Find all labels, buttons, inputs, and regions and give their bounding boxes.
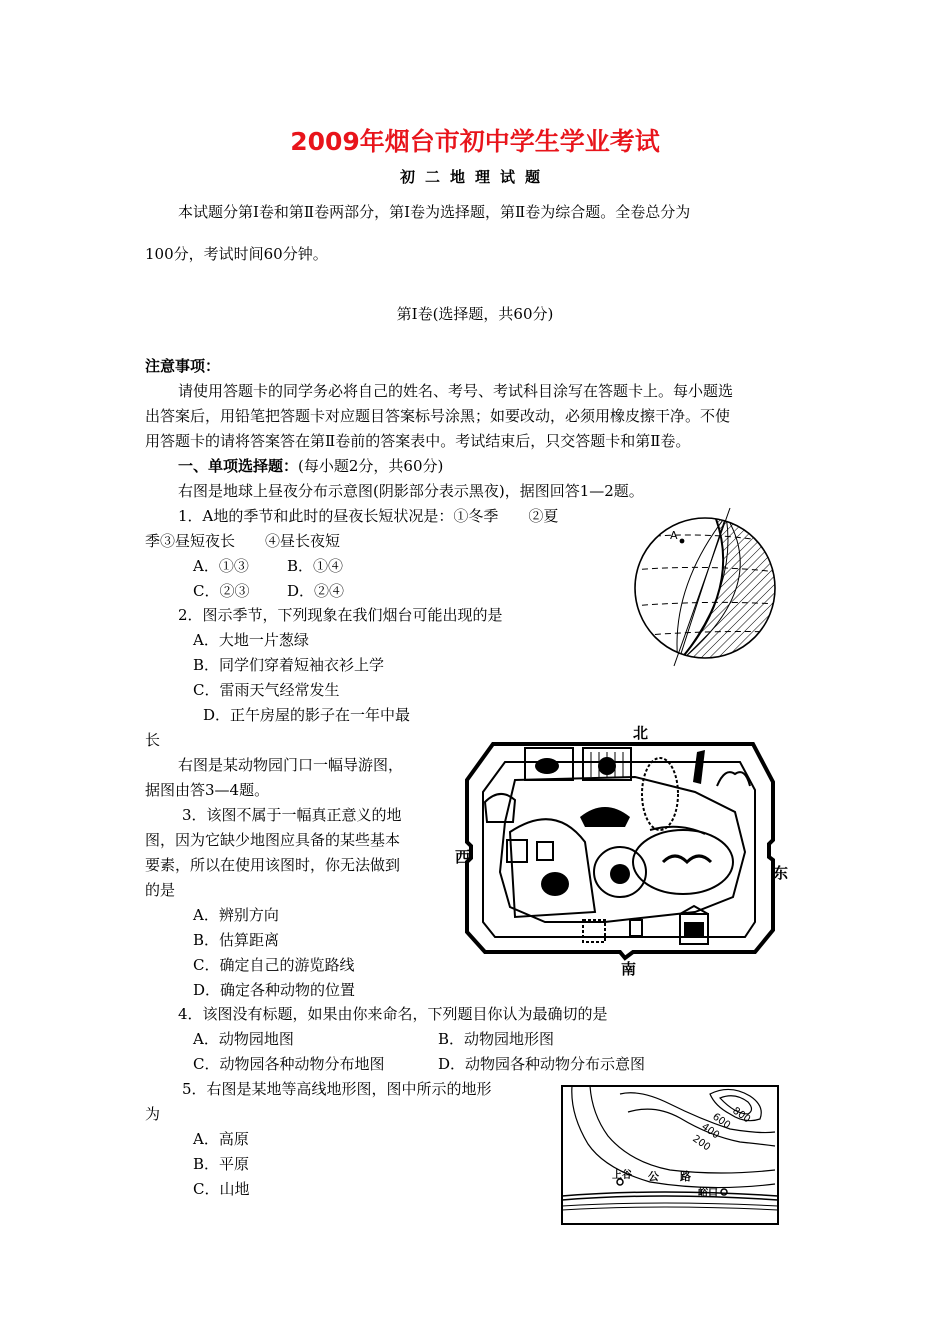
q1-line-2: 季③昼短夜长 ④昼长夜短 xyxy=(145,532,341,550)
point-a-label: A xyxy=(670,529,678,542)
notice-line-1: 请使用答题卡的同学务必将自己的姓名、考号、考试科目涂写在答题卡上。每小题选 xyxy=(178,382,734,400)
part1-heading-row xyxy=(178,456,443,476)
village-shanggu-label: 上谷 xyxy=(612,1170,632,1181)
notice-line-2: 出答案后，用铅笔把答题卡对应题目答案标号涂黑；如要改动，必须用橡皮擦干净。不使 xyxy=(145,407,731,425)
q2-option-b: B．同学们穿着短袖衣衫上学 xyxy=(193,656,385,674)
q5-option-b: B．平原 xyxy=(193,1155,250,1173)
q4-stem: 4．该图没有标题，如果由你来命名，下列题目你认为最确切的是 xyxy=(178,1005,608,1023)
contour-label-200: 200 xyxy=(690,1133,713,1154)
q3-option-b: B．估算距离 xyxy=(193,931,280,949)
night-shading xyxy=(680,516,780,660)
zoo-lead-line-1: 右图是某动物园门口一幅导游图， xyxy=(178,756,404,774)
q4-option-c: C．动物园各种动物分布地图 xyxy=(193,1055,385,1073)
east-label: 东 xyxy=(773,864,789,882)
q5-line-2: 为 xyxy=(145,1105,161,1123)
q3-option-a: A．辨别方向 xyxy=(193,906,279,924)
q1-line-1: 1．A地的季节和此时的昼夜长短状况是：①冬季 ②夏 xyxy=(178,507,559,525)
page-title: 2009年烟台市初中学生学业考试 xyxy=(290,127,660,156)
contour-label-600: 600 xyxy=(710,1111,733,1132)
q5-line-1: 5．右图是某地等高线地形图，图中所示的地形 xyxy=(182,1080,492,1098)
q2-option-d-line-2: 长 xyxy=(145,731,161,749)
part1-heading-note: (每小题2分，共60分) xyxy=(298,457,444,475)
q1-option-a: A．①③ xyxy=(193,557,249,575)
intro-line-1: 本试题分第Ⅰ卷和第Ⅱ卷两部分，第Ⅰ卷为选择题，第Ⅱ卷为综合题。全卷总分为 xyxy=(178,203,691,221)
q5-option-a: A．高原 xyxy=(193,1130,249,1148)
contour-label-800: 800 xyxy=(730,1105,753,1126)
q1-option-c: C．②③ xyxy=(193,582,250,600)
q4-option-b: B．动物园地形图 xyxy=(438,1030,555,1048)
zoo-lead-line-2: 据图由答3—4题。 xyxy=(145,781,270,799)
section-title: 第Ⅰ卷(选择题，共60分) xyxy=(396,305,554,323)
notice-line-3: 用答题卡的请将答案答在第Ⅱ卷前的答案表中。考试结束后，只交答题卡和第Ⅱ卷。 xyxy=(145,432,691,450)
contour-label-400: 400 xyxy=(699,1121,722,1142)
q3-line-2: 图，因为它缺少地图应具备的某些基本 xyxy=(145,831,401,849)
q2-option-a: A．大地一片葱绿 xyxy=(193,631,309,649)
q1-option-b: B．①④ xyxy=(287,557,344,575)
q4-option-a: A．动物园地图 xyxy=(193,1030,294,1048)
road-label-2: 路 xyxy=(680,1170,691,1183)
south-label: 南 xyxy=(621,960,637,978)
q3-option-c: C．确定自己的游览路线 xyxy=(193,956,355,974)
day-night-globe-figure xyxy=(630,508,780,666)
q1-option-d: D．②④ xyxy=(287,582,345,600)
road-label-1: 公 xyxy=(648,1170,659,1183)
zoo-guide-map-figure xyxy=(455,722,795,977)
contour-map-figure xyxy=(560,1084,782,1228)
north-label: 北 xyxy=(633,724,649,742)
q3-option-d: D．确定各种动物的位置 xyxy=(193,981,356,999)
village-yukou-label: 峪口 xyxy=(698,1188,718,1199)
notice-heading: 注意事项： xyxy=(145,357,221,375)
q2-stem: 2．图示季节，下列现象在我们烟台可能出现的是 xyxy=(178,606,503,624)
intro-line-2: 100分，考试时间60分钟。 xyxy=(145,245,328,263)
q5-option-c: C．山地 xyxy=(193,1180,250,1198)
q3-line-4: 的是 xyxy=(145,881,176,899)
q2-option-d-line-1: D．正午房屋的影子在一年中最 xyxy=(203,706,411,724)
q2-option-c: C．雷雨天气经常发生 xyxy=(193,681,340,699)
page-subtitle: 初二地理试题 xyxy=(399,168,550,186)
q3-line-1: 3．该图不属于一幅真正意义的地 xyxy=(182,806,402,824)
part1-lead: 右图是地球上昼夜分布示意图(阴影部分表示黑夜)，据图回答1—2题。 xyxy=(178,482,644,500)
west-label: 西 xyxy=(455,848,471,866)
q4-option-d: D．动物园各种动物分布示意图 xyxy=(438,1055,646,1073)
q3-line-3: 要素，所以在使用该图时，你无法做到 xyxy=(145,856,401,874)
part1-heading: 一、单项选择题： xyxy=(178,457,299,475)
